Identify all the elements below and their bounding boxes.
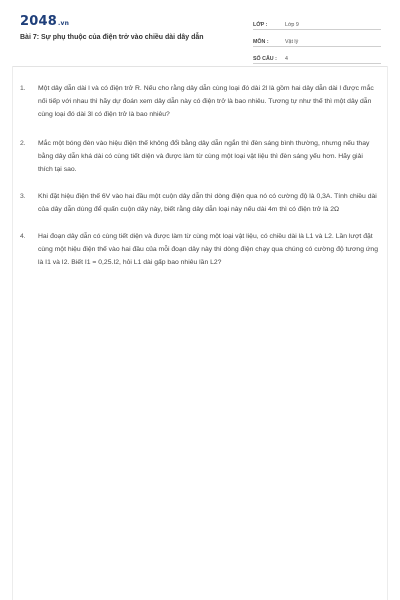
page-frame-right bbox=[387, 66, 388, 600]
question-number: 4. bbox=[20, 233, 26, 240]
meta-value: Lớp 9 bbox=[285, 22, 299, 28]
meta-value: Vật lý bbox=[285, 39, 299, 45]
question-item bbox=[20, 137, 382, 176]
logo-suffix-text: .vn bbox=[57, 20, 70, 27]
lesson-meta bbox=[253, 16, 381, 67]
question-number: 2. bbox=[20, 140, 26, 147]
meta-value: 4 bbox=[285, 56, 288, 62]
question-item bbox=[20, 190, 382, 216]
question-item bbox=[20, 82, 382, 121]
meta-row-question-count bbox=[253, 50, 381, 64]
header-divider bbox=[12, 66, 388, 67]
meta-label: LỚP : bbox=[253, 22, 268, 28]
question-list bbox=[20, 82, 382, 269]
meta-row-subject bbox=[253, 33, 381, 47]
lesson-title: Bài 7: Sự phụ thuộc của điện trở vào chiều dài dây dẫn bbox=[20, 34, 204, 41]
meta-label: MÔN : bbox=[253, 39, 269, 45]
question-item bbox=[20, 230, 382, 269]
question-text: Khi đặt hiệu điện thế 6V vào hai đầu một cuộn dây dẫn thì dòng điện qua nó có cường độ là 0,3A. Tính chiều dài của dây dẫn dùng để quấn cuộn dây này, biết rằng dây dẫn loại này nếu dài 4m thì có điện trở là 2Ω bbox=[38, 193, 377, 213]
question-number: 3. bbox=[20, 193, 26, 200]
meta-row-class bbox=[253, 16, 381, 30]
question-text: Mắc một bóng đèn vào hiệu điện thế không đổi bằng dây dẫn ngắn thì đèn sáng bình thường, nhưng nếu thay bằng dây dẫn khá dài có cùng tiết diện và được làm từ cùng một loại vật liệu thì đèn sáng yếu hơn. Hãy giải thích tại sao. bbox=[38, 140, 370, 173]
worksheet-header bbox=[0, 0, 400, 66]
question-text: Một dây dẫn dài l và có điện trở R. Nếu cho rằng dây dẫn cùng loại đó dài 2l là gồm hai dây dẫn dài l được mắc nối tiếp với nhau thì hãy dự đoán xem dây dẫn này có điện trở là bao nhiêu. Tương tự như thế thì một dây dẫn cùng loại đó dài 3l có điện trở là bao nhiêu? bbox=[38, 85, 374, 118]
page-frame-left bbox=[12, 66, 13, 600]
question-number: 1. bbox=[20, 85, 26, 92]
question-text: Hai đoạn dây dẫn có cùng tiết diện và được làm từ cùng một loại vật liệu, có chiều dài là L1 và L2. Lần lượt đặt cùng một hiệu điện thế vào hai đầu của mỗi đoạn dây này thì dòng điện chạy qua chúng có cường độ tương ứng là I1 và I2. Biết I1 = 0,25.I2, hỏi L1 dài gấp bao nhiêu lần L2? bbox=[38, 233, 378, 266]
logo-main-text: 2048 bbox=[20, 14, 57, 29]
meta-label: SỐ CÂU : bbox=[253, 56, 277, 62]
site-logo[interactable] bbox=[20, 14, 69, 29]
